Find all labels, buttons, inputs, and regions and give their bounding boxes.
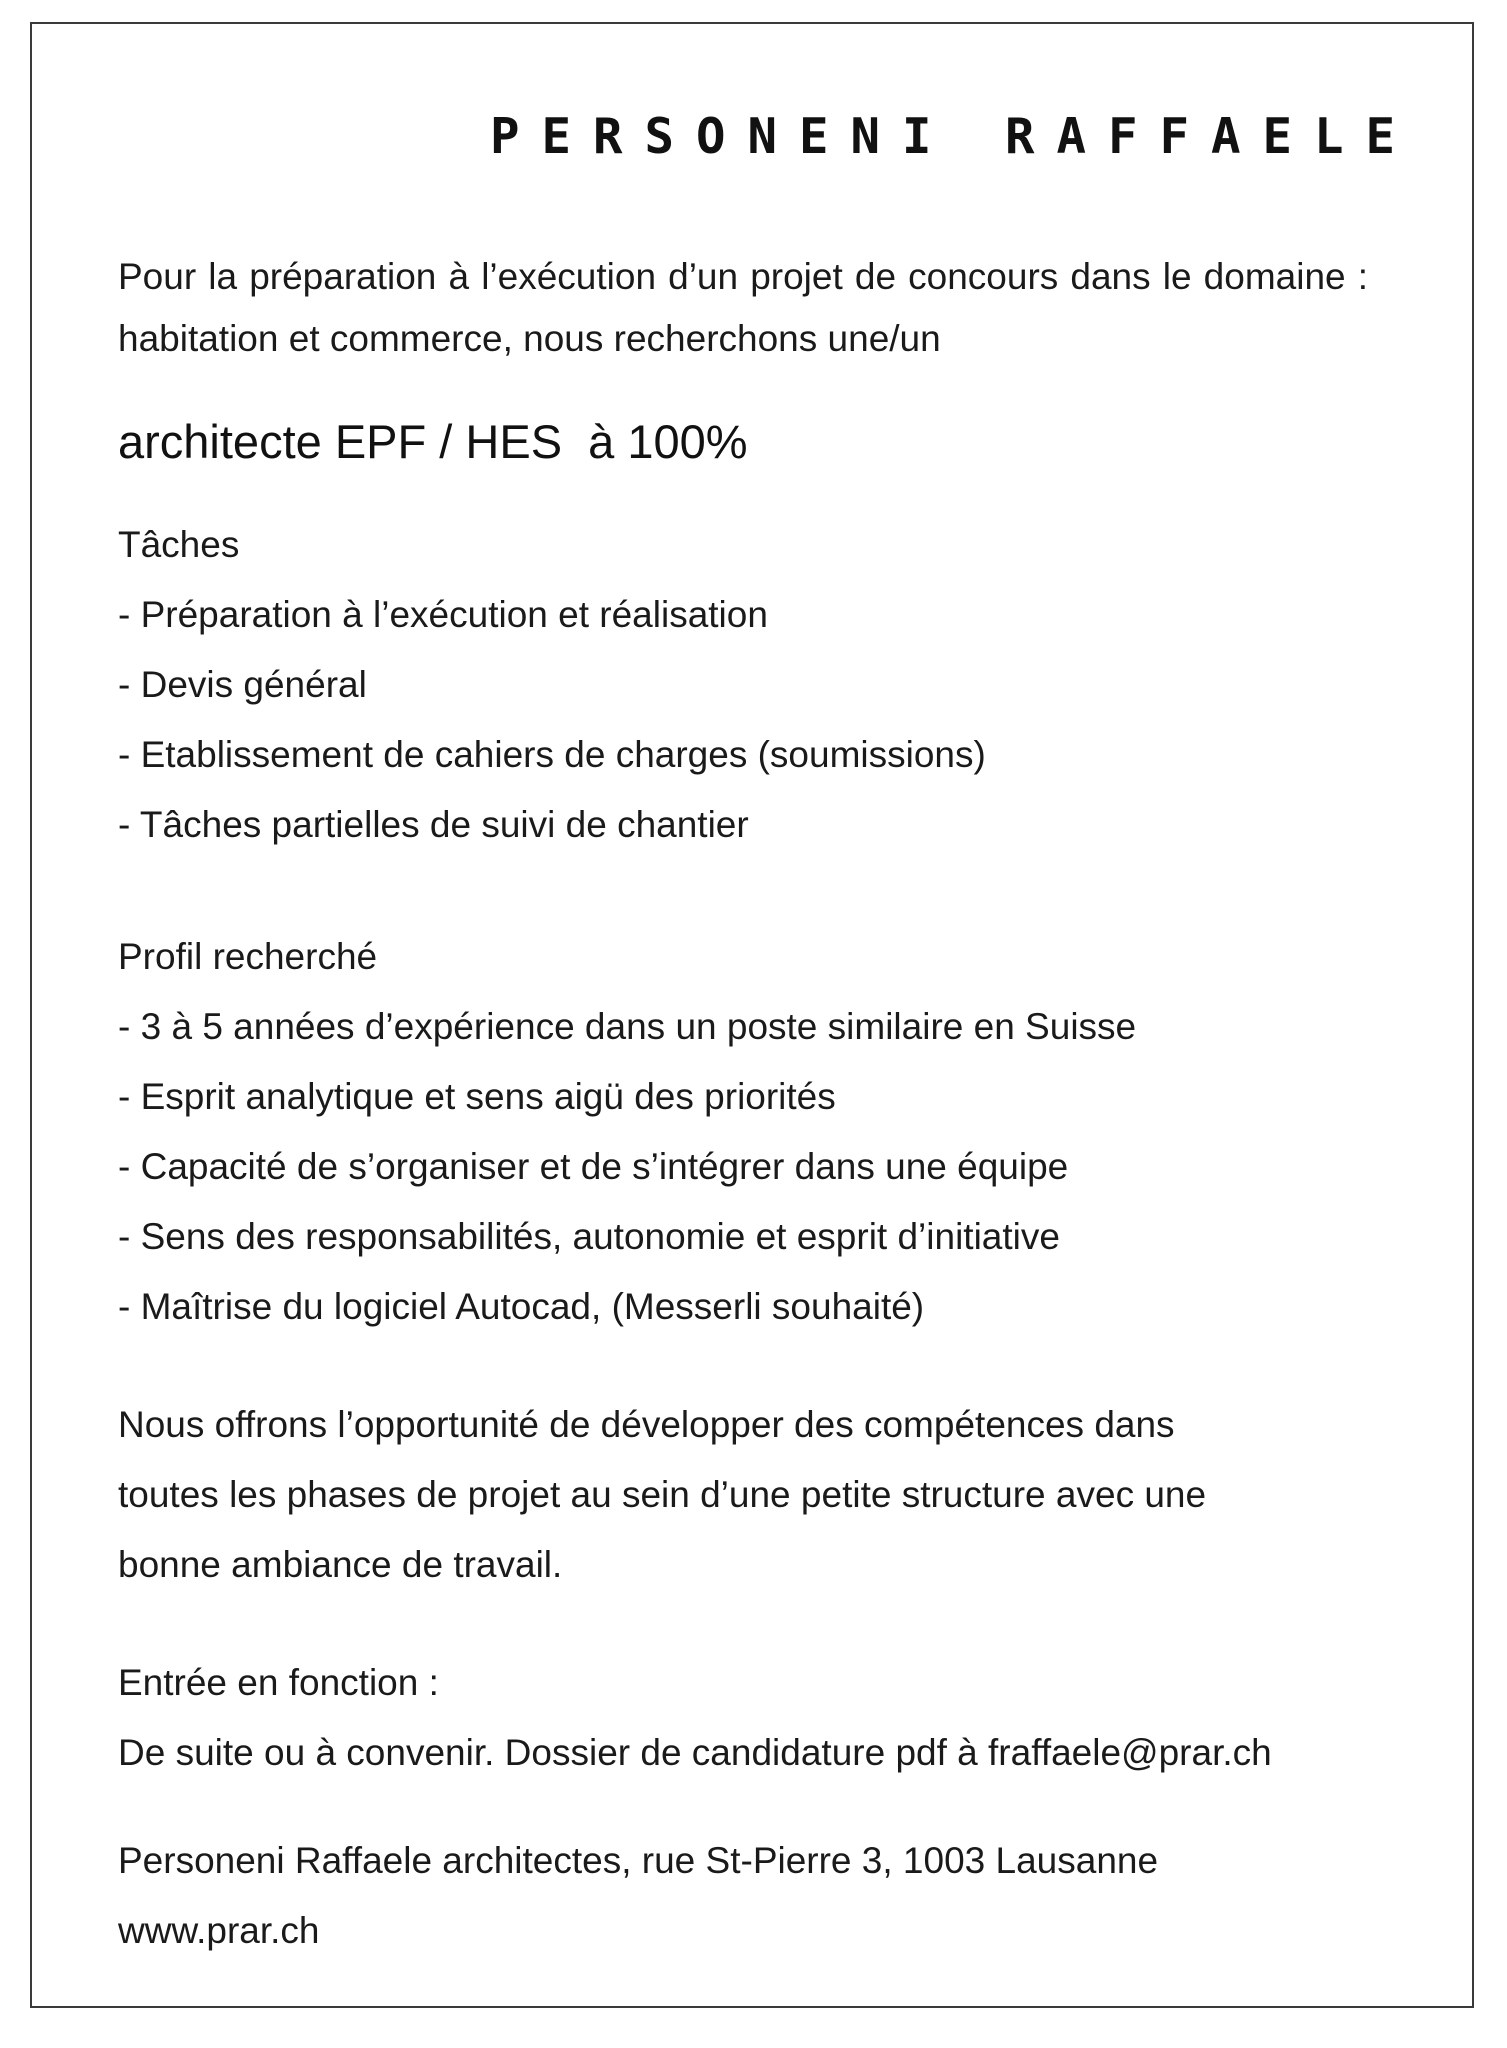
position-title: architecte EPF / HES à 100% <box>118 415 748 468</box>
company-website: www.prar.ch <box>118 1910 320 1952</box>
tasks-heading: Tâches <box>118 524 240 566</box>
company-address: Personeni Raffaele architectes, rue St-Pierre 3, 1003 Lausanne <box>118 1840 1159 1882</box>
application-instructions: De suite ou à convenir. Dossier de candidature pdf à fraffaele@prar.ch <box>118 1732 1272 1774</box>
profile-section <box>118 922 1368 1342</box>
contact-section <box>118 1826 1368 1966</box>
start-date-heading: Entrée en fonction : <box>118 1662 439 1704</box>
profile-heading: Profil recherché <box>118 936 378 978</box>
profile-item: - Maîtrise du logiciel Autocad, (Messerli souhaité) <box>118 1286 925 1328</box>
profile-item: - Esprit analytique et sens aigü des priorités <box>118 1076 836 1118</box>
task-item: - Devis général <box>118 664 367 706</box>
offer-paragraph <box>118 1390 1368 1600</box>
task-item: - Préparation à l’exécution et réalisation <box>118 594 768 636</box>
offer-line: toutes les phases de projet au sein d’une petite structure avec une <box>118 1474 1207 1516</box>
tasks-section <box>118 510 1368 860</box>
company-name-header: PERSONENI RAFFAELE <box>489 108 1417 165</box>
offer-line: bonne ambiance de travail. <box>118 1544 563 1586</box>
offer-line: Nous offrons l’opportunité de développer des compétences dans <box>118 1404 1175 1446</box>
profile-item: - Capacité de s’organiser et de s’intégrer dans une équipe <box>118 1146 1069 1188</box>
profile-item: - Sens des responsabilités, autonomie et esprit d’initiative <box>118 1216 1060 1258</box>
start-date-section <box>118 1648 1368 1788</box>
task-item: - Tâches partielles de suivi de chantier <box>118 804 749 846</box>
intro-paragraph: Pour la préparation à l’exécution d’un projet de concours dans le domaine : habitation et commerce, nous recherchons une/un <box>118 256 1368 359</box>
profile-item: - 3 à 5 années d’expérience dans un poste similaire en Suisse <box>118 1006 1137 1048</box>
task-item: - Etablissement de cahiers de charges (soumissions) <box>118 734 986 776</box>
job-posting-body <box>118 246 1368 1966</box>
